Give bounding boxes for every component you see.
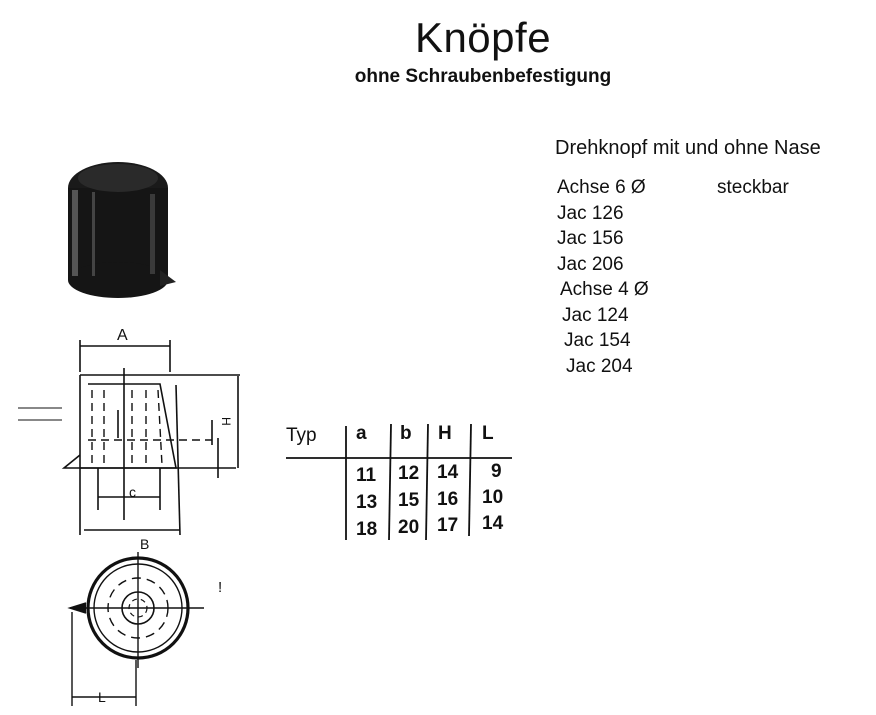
page-subtitle: ohne Schraubenbefestigung	[354, 66, 612, 87]
table-cell: 13	[356, 492, 378, 513]
spec-row: Jac 154	[564, 330, 631, 351]
dim-b-label: B	[140, 536, 150, 552]
table-cell: 18	[356, 519, 378, 540]
spec-row-note: steckbar	[717, 177, 789, 198]
table-cell: 11	[356, 465, 377, 486]
table-cell: 16	[437, 489, 459, 510]
spec-row: Jac 124	[562, 304, 629, 326]
exclamation-mark: !	[218, 579, 223, 596]
table-cell: 15	[398, 490, 420, 511]
table-col-header: a	[356, 423, 367, 444]
table-cell: 14	[482, 513, 504, 534]
table-cell: 17	[437, 515, 459, 536]
spec-row-label: Achse 6 Ø	[557, 177, 646, 198]
spec-row: Achse 4 Ø	[560, 279, 649, 300]
spec-row: Jac 156	[557, 228, 624, 249]
dim-l-label: L	[98, 689, 106, 705]
table-cell: 9	[491, 461, 502, 482]
table-cell: 14	[437, 462, 459, 483]
spec-heading: Drehknopf mit und ohne Nase	[555, 137, 821, 159]
dim-c-label: c	[129, 484, 136, 500]
dim-a-label: A	[117, 327, 128, 344]
dim-h-label: H	[219, 417, 233, 426]
knob-photo	[68, 162, 176, 298]
spec-row: Jac 126	[557, 202, 624, 224]
table-col-header: L	[482, 423, 494, 444]
table-cell: 20	[398, 517, 420, 538]
spec-row: Jac 204	[566, 355, 633, 377]
table-col-header: H	[438, 423, 452, 444]
table-type-label: Typ	[286, 425, 317, 446]
table-cell: 10	[482, 487, 504, 508]
page-title: Knöpfe	[414, 14, 552, 61]
top-view	[70, 552, 204, 706]
side-view	[18, 340, 240, 535]
table-col-header: b	[400, 423, 412, 444]
spec-row: Jac 206	[557, 253, 624, 275]
table-cell: 12	[398, 463, 420, 484]
